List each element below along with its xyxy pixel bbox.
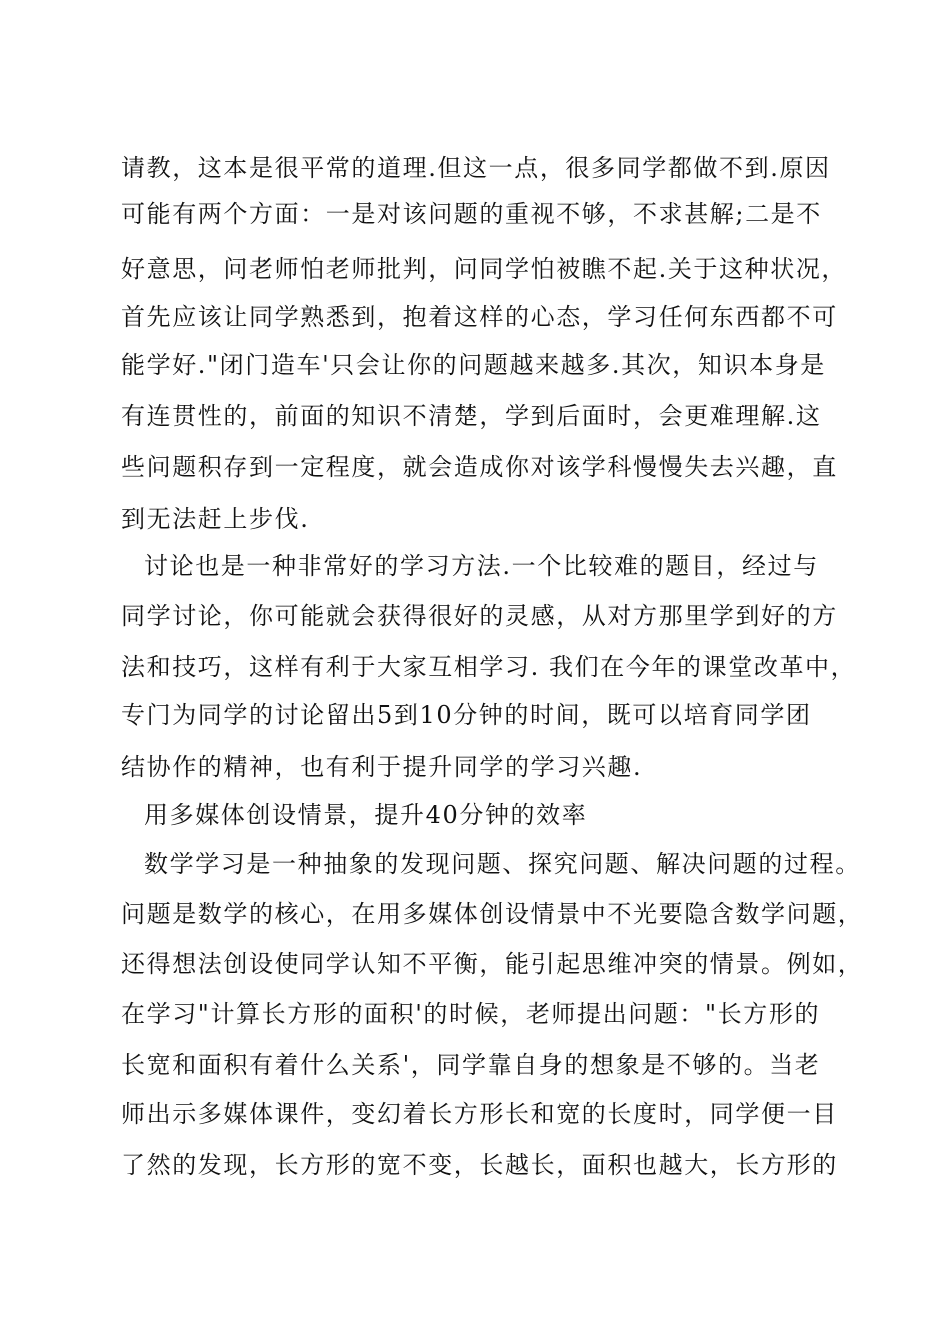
text-line: 结协作的精神，也有利于提升同学的学习兴趣. bbox=[121, 753, 643, 781]
text-line: 问题是数学的核心，在用多媒体创设情景中不光要隐含数学问题， bbox=[121, 900, 864, 928]
paragraph-first-line: 数学学习是一种抽象的发现问题、探究问题、解决问题的过程。 bbox=[144, 850, 861, 878]
text-line: 能学好."闭门造车'只会让你的问题越来越多.其次，知识本身是 bbox=[121, 351, 826, 379]
text-line: 到无法赶上步伐. bbox=[121, 505, 310, 533]
text-line: 首先应该让同学熟悉到，抱着这样的心态，学习任何东西都不可 bbox=[121, 303, 838, 331]
paragraph-first-line: 讨论也是一种非常好的学习方法.一个比较难的题目，经过与 bbox=[144, 552, 819, 580]
text-line: 好意思，问老师怕老师批判，问同学怕被瞧不起.关于这种状况， bbox=[121, 255, 848, 283]
text-line: 专门为同学的讨论留出5到10分钟的时间，既可以培育同学团 bbox=[121, 701, 812, 729]
text-line: 法和技巧，这样有利于大家互相学习. 我们在今年的课堂改革中， bbox=[121, 653, 857, 681]
section-heading: 用多媒体创设情景，提升40分钟的效率 bbox=[144, 801, 588, 829]
text-line: 师出示多媒体课件，变幻着长方形长和宽的长度时，同学便一目 bbox=[121, 1100, 838, 1128]
text-line: 了然的发现，长方形的宽不变，长越长，面积也越大，长方形的 bbox=[121, 1151, 838, 1179]
text-line: 有连贯性的，前面的知识不清楚，学到后面时，会更难理解.这 bbox=[121, 402, 822, 430]
text-line: 可能有两个方面：一是对该问题的重视不够，不求甚解;二是不 bbox=[121, 200, 822, 228]
text-line: 长宽和面积有着什么关系'，同学靠自身的想象是不够的。当老 bbox=[121, 1051, 821, 1079]
text-line: 请教，这本是很平常的道理.但这一点，很多同学都做不到.原因 bbox=[121, 154, 831, 182]
text-line: 些问题积存到一定程度，就会造成你对该学科慢慢失去兴趣，直 bbox=[121, 453, 838, 481]
text-line: 在学习"计算长方形的面积'的时候，老师提出问题："长方形的 bbox=[121, 1000, 821, 1028]
text-line: 同学讨论，你可能就会获得很好的灵感，从对方那里学到好的方 bbox=[121, 602, 838, 630]
text-line: 还得想法创设使同学认知不平衡，能引起思维冲突的情景。例如， bbox=[121, 950, 864, 978]
